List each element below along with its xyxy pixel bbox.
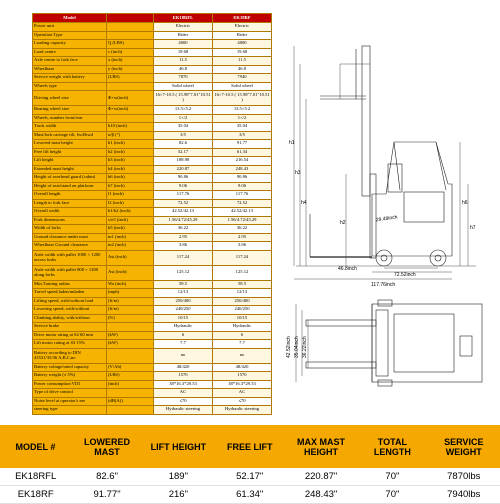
spec-value-model-1: 10/15 [154,314,213,323]
spec-value-model-1: no [154,348,213,363]
spec-row [33,380,272,389]
spec-value-model-2: 19.68 [213,48,272,57]
spec-row [33,182,272,191]
spec-row [33,340,272,349]
spec-row [33,331,272,340]
spec-row [33,280,272,289]
spec-unit: h4 (inch) [107,165,154,174]
spec-value-model-1: 16×7-10.5 ( 15.98"7.01"10.51 ) [154,91,213,106]
mast-extended-outline [362,46,370,196]
spec-unit [107,114,154,123]
spec-table [32,13,272,415]
spec-value-model-1: 82.6 [154,140,213,149]
spec-header-model-1: EK18RFL [154,14,213,23]
spec-unit [107,323,154,332]
spec-unit: (ft/m) [107,297,154,306]
spec-label: Overall length [33,191,107,200]
spec-row [33,406,272,415]
spec-value-model-1: 48/420 [154,363,213,372]
spec-unit: (inch) [107,380,154,389]
spec-value-model-2: 91.77 [213,140,272,149]
spec-value-model-2: 35.04 [213,123,272,132]
spec-label: Ground clearance under mast [33,233,107,242]
spec-unit: Ast (inch) [107,250,154,265]
spec-value-model-2: Hydraulic steering [213,406,272,415]
spec-value-model-1: 72.52 [154,199,213,208]
spec-value-model-1: 250/400 [154,297,213,306]
spec-row [33,114,272,123]
wheel-left [378,300,392,306]
spec-label: Lowering speed, with/without [33,306,107,315]
spec-value-model-1: 46.8 [154,65,213,74]
dim-track-width: 35.04inch [294,336,300,358]
spec-row [33,323,272,332]
summary-body [0,468,500,504]
spec-label: Type of drive control [33,389,107,398]
spec-value-model-2: 6 [213,331,272,340]
spec-value-model-1: 35.04 [154,123,213,132]
spec-row [33,106,272,115]
spec-value-model-1: AC [154,389,213,398]
spec-unit: s/e/l (inch) [107,216,154,225]
spec-value-model-2: Hydraulic [213,323,272,332]
spec-value-model-2: 117.24 [213,250,272,265]
summary-row [0,468,500,486]
dim-h3: h3 [295,170,301,176]
spec-value-model-1: 38*16.3*29.53 [154,380,213,389]
spec-label: Track width [33,123,107,132]
spec-value-model-1: 1×/2 [154,114,213,123]
spec-row [33,199,272,208]
top-view-drawing [276,292,491,402]
spec-unit: (%) [107,314,154,323]
spec-label: Extended mast height [33,165,107,174]
spec-value-model-2: 1570 [213,372,272,381]
spec-value-model-2: 12/13 [213,289,272,298]
spec-row [33,57,272,66]
spec-unit: (kW) [107,340,154,349]
spec-value-model-2: Rider [213,31,272,40]
spec-unit: h6 (inch) [107,174,154,183]
spec-unit: (mph) [107,289,154,298]
spec-value-model-1: 117.76 [154,191,213,200]
spec-value-model-2: 90.86 [213,174,272,183]
spec-label: Operation Type [33,31,107,40]
spec-unit: (LBS) [107,74,154,83]
spec-row [33,82,272,91]
summary-max-mast-height: 220.87" [285,468,356,486]
spec-label: Power unit [33,23,107,32]
dim-h2: h2 [340,220,346,226]
spec-label: Overall width [33,208,107,217]
spec-header-model-2: EK18RF [213,14,272,23]
spec-value-model-2: 9.06 [213,182,272,191]
spec-row [33,348,272,363]
spec-value-model-2: 13.5×5.2 [213,106,272,115]
spec-unit: Φ×w(inch) [107,106,154,115]
spec-unit: b5 (inch) [107,225,154,234]
spec-value-model-1: 117.24 [154,250,213,265]
summary-header-row [0,425,500,468]
spec-unit: α/β (°) [107,131,154,140]
summary-total-length: 70" [357,468,428,486]
spec-unit: Wa (inch) [107,280,154,289]
spec-value-model-2: Electric [213,23,272,32]
spec-value-model-2: 1×/2 [213,114,272,123]
spec-label: Wheels, number front/rear [33,114,107,123]
spec-label: Lowered mast height [33,140,107,149]
dim-h1: h1 [289,140,295,146]
dim-h7: h7 [470,225,476,231]
spec-value-model-2: 216.54 [213,157,272,166]
side-view-drawing [276,24,491,289]
spec-label: Free lift height [33,148,107,157]
spec-value-model-1: 13.5×5.2 [154,106,213,115]
spec-value-model-2: 117.76 [213,191,272,200]
spec-value-model-1: 19.68 [154,48,213,57]
spec-row [33,157,272,166]
spec-value-model-1: 9.06 [154,182,213,191]
spec-row [33,140,272,149]
spec-value-model-2: 4000 [213,40,272,49]
spec-value-model-1: Hydraulic steering [154,406,213,415]
dim-h4: h4 [301,200,307,206]
summary-max-mast-height: 248.43" [285,486,356,504]
spec-label: Travel speed,laden/unladen [33,289,107,298]
summary-model: EK18RFL [0,468,71,486]
summary-lowered-mast: 82.6" [71,468,142,486]
summary-header-total-length: TOTAL LENGTH [357,425,428,468]
spec-row [33,31,272,40]
dim-overall-width: 42.52inch [286,336,292,358]
spec-unit: l1 (inch) [107,191,154,200]
spec-row [33,242,272,251]
spec-row [33,23,272,32]
chassis-outline [372,304,482,382]
spec-unit: h3 (inch) [107,157,154,166]
spec-unit: h1 (inch) [107,140,154,149]
spec-unit: (LBS) [107,372,154,381]
spec-value-model-1: 1.56/4.72/45.29 [154,216,213,225]
spec-value-model-1: 125.12 [154,265,213,280]
summary-header-model: MODEL # [0,425,71,468]
summary-free-lift: 52.17" [214,468,285,486]
summary-header-lowered-mast: LOWERED MAST [71,425,142,468]
spec-unit: Ast (inch) [107,265,154,280]
spec-label: Loading capacity [33,40,107,49]
spec-value-model-2: 61.34 [213,148,272,157]
dim-h6: h6 [462,200,468,206]
front-wheel [376,250,392,266]
spec-value-model-1: Electric [154,23,213,32]
spec-value-model-1: 188.98 [154,157,213,166]
spec-value-model-2: AC [213,389,272,398]
spec-row [33,216,272,225]
spec-row [33,314,272,323]
spec-label: Lift motor rating at S3 15% [33,340,107,349]
spec-value-model-1: 3.86 [154,242,213,251]
spec-unit [107,23,154,32]
spec-row [33,131,272,140]
spec-value-model-1: 12/13 [154,289,213,298]
summary-header-service-weight: SERVICE WEIGHT [428,425,499,468]
spec-row [33,91,272,106]
spec-unit: x (inch) [107,57,154,66]
spec-unit: b10 (inch) [107,123,154,132]
spec-value-model-1: 4000 [154,40,213,49]
summary-total-length: 70" [357,486,428,504]
summary-free-lift: 61.34" [214,486,285,504]
battery-compartment [404,192,444,222]
summary-header-lift-height: LIFT HEIGHT [143,425,214,468]
spec-label: Service brake [33,323,107,332]
truck-body [372,142,452,256]
spec-row [33,148,272,157]
summary-lift-height: 189" [143,468,214,486]
dim-wheelbase: 46.8inch [338,266,357,272]
spec-label: Drive motor rating at S2 60 min [33,331,107,340]
spec-label: Power consumption VDI [33,380,107,389]
spec-value-model-1: 1570 [154,372,213,381]
spec-value-model-2: 72.52 [213,199,272,208]
summary-header-max-mast-height: MAX MAST HEIGHT [285,425,356,468]
spec-unit [107,31,154,40]
spec-label: Axle centre to fork face [33,57,107,66]
spec-unit: m2 (inch) [107,242,154,251]
spec-label: steering type [33,406,107,415]
spec-row [33,40,272,49]
spec-row [33,289,272,298]
spec-value-model-1: 36.22 [154,225,213,234]
spec-unit: c (inch) [107,48,154,57]
spec-value-model-1: Solid wheel [154,82,213,91]
spec-value-model-1: 240/250 [154,306,213,315]
spec-label: Battery according to DIN 43531/35/36 A,B,C,no [33,348,107,363]
spec-unit: (ft/m) [107,306,154,315]
dim-fork-width: 36.22inch [302,336,308,358]
summary-table [0,425,500,504]
wheel-right [378,380,392,386]
spec-value-model-2: 1.56/4.72/45.29 [213,216,272,225]
fork-left [306,320,376,326]
spec-label: Battery weight (± 5%) [33,372,107,381]
spec-value-model-2: 42.52/42.13 [213,208,272,217]
spec-value-model-2: 16×7-10.5 ( 15.98"7.01"10.51 ) [213,91,272,106]
spec-value-model-1: 220.87 [154,165,213,174]
spec-value-model-1: 58.5 [154,280,213,289]
spec-label: Width of forks [33,225,107,234]
spec-label: Height of seat/stand on platform [33,182,107,191]
spec-value-model-2: 3.86 [213,242,272,251]
spec-value-model-2: ≤70 [213,397,272,406]
spec-value-model-1: 42.52/42.13 [154,208,213,217]
spec-unit [107,348,154,363]
dim-overall-length: 117.76inch [371,282,396,288]
spec-label: Lift height [33,157,107,166]
spec-row [33,306,272,315]
spec-label: Service weight with battery [33,74,107,83]
spec-value-model-2: 125.12 [213,265,272,280]
spec-header-model: Model [33,14,107,23]
spec-header-row [33,14,272,23]
spec-row [33,363,272,372]
spec-row [33,297,272,306]
summary-row [0,486,500,504]
spec-value-model-2: 2.95 [213,233,272,242]
spec-row [33,225,272,234]
spec-unit: (dB(A)) [107,397,154,406]
spec-row [33,250,272,265]
summary-lowered-mast: 91.77" [71,486,142,504]
spec-value-model-1: Hydraulic [154,323,213,332]
spec-value-model-1: 7.7 [154,340,213,349]
spec-unit: Φ×w(inch) [107,91,154,106]
spec-unit: h2 (inch) [107,148,154,157]
summary-header-free-lift: FREE LIFT [214,425,285,468]
spec-label: Fork dimensions [33,216,107,225]
spec-unit [107,406,154,415]
spec-value-model-1: Rider [154,31,213,40]
summary-lift-height: 216" [143,486,214,504]
spec-unit [107,82,154,91]
spec-unit: Q (LBS) [107,40,154,49]
spec-value-model-1: 52.17 [154,148,213,157]
spec-body [33,23,272,415]
spec-label: Wheels type [33,82,107,91]
spec-value-model-2: 248.43 [213,165,272,174]
spec-unit: (kW) [107,331,154,340]
spec-row [33,233,272,242]
spec-row [33,389,272,398]
spec-value-model-1: 2.95 [154,233,213,242]
spec-label: Aisle width with pallet 800 × 1200 along forks [33,265,107,280]
spec-label: Min.Turning radius [33,280,107,289]
summary-model: EK18RF [0,486,71,504]
spec-unit: (V/Ah) [107,363,154,372]
spec-unit: b1/b2 (inch) [107,208,154,217]
spec-label: Driving wheel size [33,91,107,106]
spec-value-model-2: 3/5 [213,131,272,140]
spec-value-model-1: 7870 [154,74,213,83]
spec-label: Wheelbase Ground clearance [33,242,107,251]
fork-right [306,362,376,368]
dim-seat-length: 29.48inch [375,214,398,224]
spec-value-model-2: no [213,348,272,363]
spec-value-model-2: 240/250 [213,306,272,315]
summary-service-weight: 7940lbs [428,486,499,504]
spec-label: Noise level at operator's ear [33,397,107,406]
spec-label: Battery voltage/rated capacity [33,363,107,372]
spec-row [33,397,272,406]
spec-label: Aisle width with pallet 1000 × 1200 across forks [33,250,107,265]
spec-row [33,165,272,174]
spec-header-unit [107,14,154,23]
spec-row [33,48,272,57]
spec-row [33,74,272,83]
spec-row [33,174,272,183]
spec-value-model-1: 3/5 [154,131,213,140]
spec-row [33,65,272,74]
spec-unit: h7 (inch) [107,182,154,191]
rear-wheel [430,250,446,266]
spec-value-model-2: 58.5 [213,280,272,289]
spec-label: Climbing ability, with/without [33,314,107,323]
mast-lowered [370,174,376,258]
spec-row [33,208,272,217]
spec-value-model-2: 48/420 [213,363,272,372]
spec-value-model-2: 7.7 [213,340,272,349]
spec-row [33,191,272,200]
spec-label: Height of overhead guard (cabin) [33,174,107,183]
spec-label: Bearing wheel size [33,106,107,115]
spec-value-model-2: 46.8 [213,65,272,74]
spec-value-model-1: 90.86 [154,174,213,183]
spec-row [33,123,272,132]
spec-value-model-2: 36.22 [213,225,272,234]
spec-label: Length to fork face [33,199,107,208]
spec-value-model-2: 10/15 [213,314,272,323]
spec-row [33,265,272,280]
mast-top [376,310,388,376]
spec-label: Wheelbase [33,65,107,74]
spec-value-model-2: 11.5 [213,57,272,66]
spec-value-model-1: ≤70 [154,397,213,406]
spec-label: Load centre [33,48,107,57]
spec-value-model-2: 7940 [213,74,272,83]
spec-unit: m1 (inch) [107,233,154,242]
spec-value-model-2: Solid wheel [213,82,272,91]
spec-value-model-2: 250/400 [213,297,272,306]
spec-value-model-1: 11.5 [154,57,213,66]
spec-row [33,372,272,381]
spec-value-model-1: 6 [154,331,213,340]
summary-service-weight: 7870lbs [428,468,499,486]
spec-unit: l2 (inch) [107,199,154,208]
spec-value-model-2: 38*16.3*29.53 [213,380,272,389]
spec-unit [107,389,154,398]
spec-label: Mast/fork carriage tilt, fwd/bwd [33,131,107,140]
spec-unit: y (inch) [107,65,154,74]
dim-length-to-fork-face: 72.52inch [394,272,416,278]
spec-label: Lifting speed, with/without load [33,297,107,306]
